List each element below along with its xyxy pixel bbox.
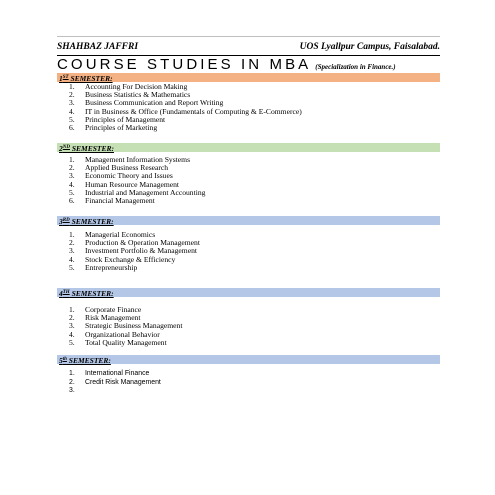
list-item: 5. Industrial and Management Accounting: [69, 187, 206, 197]
list-item: 3. Economic Theory and Issues: [69, 171, 173, 181]
top-border-line: [57, 36, 440, 37]
list-item: 4. Human Resource Management: [69, 179, 180, 189]
semester-number: 4: [59, 289, 63, 298]
list-item: 2. Business Statistics & Mathematics: [69, 90, 191, 100]
list-item: 2. Applied Business Research: [69, 163, 169, 173]
list-item: 3.: [69, 387, 75, 395]
list-item: 4. IT in Business & Office (Fundamentals of Computing & E-Commerce): [69, 106, 302, 116]
semester-number: 2: [59, 144, 63, 153]
semester-label: SEMESTER:: [69, 217, 114, 226]
list-item: 1. Accounting For Decision Making: [69, 82, 188, 91]
campus-name: UOS Lyallpur Campus, Faisalabad.: [299, 42, 440, 52]
list-item: 5. Total Quality Management: [69, 337, 167, 347]
list-item: 2. Risk Management: [69, 313, 141, 323]
semester-number: 5: [59, 356, 63, 365]
semester-number: 1: [59, 74, 63, 83]
list-item: 5. Entrepreneurship: [69, 262, 138, 272]
semester-2-heading: [57, 143, 440, 152]
semester-1-heading: [57, 73, 440, 82]
list-item: 4. Organizational Behavior: [69, 329, 160, 339]
semester-suffix: ND: [62, 145, 70, 150]
list-item: 1. Managerial Economics: [69, 230, 156, 239]
page-title-main: COURSE STUDIES IN MBA: [57, 56, 312, 73]
semester-4-course-list: [69, 306, 182, 347]
page-title-specialization: (Specialization in Finance.): [315, 63, 396, 71]
semester-label: SEMESTER:: [69, 289, 114, 298]
semester-1-course-list: [69, 83, 302, 132]
list-item: 1. Corporate Finance: [69, 305, 142, 314]
list-item: 3. Strategic Business Management: [69, 321, 183, 331]
semester-5-heading: [57, 355, 440, 364]
semester-5-course-list: [69, 370, 161, 396]
document-header: [57, 42, 440, 56]
list-item: 3. Business Communication and Report Writing: [69, 98, 224, 108]
author-name: SHAHBAZ JAFFRI: [57, 42, 139, 52]
list-item: 6. Financial Management: [69, 196, 155, 206]
semester-suffix: RD: [62, 218, 70, 223]
semester-number: 3: [59, 217, 63, 226]
list-item: 3. Investment Portfolio & Management: [69, 246, 197, 256]
semester-3-course-list: [69, 231, 200, 272]
semester-label: SEMESTER:: [68, 74, 113, 83]
list-item: 1. International Finance: [69, 370, 150, 377]
semester-2-course-list: [69, 156, 205, 205]
semester-suffix: ST: [62, 75, 69, 80]
semester-label: SEMESTER:: [69, 144, 114, 153]
list-item: 5. Principles of Management: [69, 114, 166, 124]
semester-suffix: TH: [62, 290, 70, 295]
semester-suffix: th: [62, 357, 67, 362]
list-item: 6. Principles of Marketing: [69, 123, 158, 133]
list-item: 1. Management Information Systems: [69, 155, 191, 164]
semester-4-heading: [57, 288, 440, 297]
semester-3-heading: [57, 216, 440, 225]
list-item: 2. Production & Operation Management: [69, 238, 200, 248]
list-item: 4. Stock Exchange & Efficiency: [69, 254, 176, 264]
semester-label: SEMESTER:: [66, 356, 111, 365]
list-item: 2. Credit Risk Management: [69, 378, 161, 386]
